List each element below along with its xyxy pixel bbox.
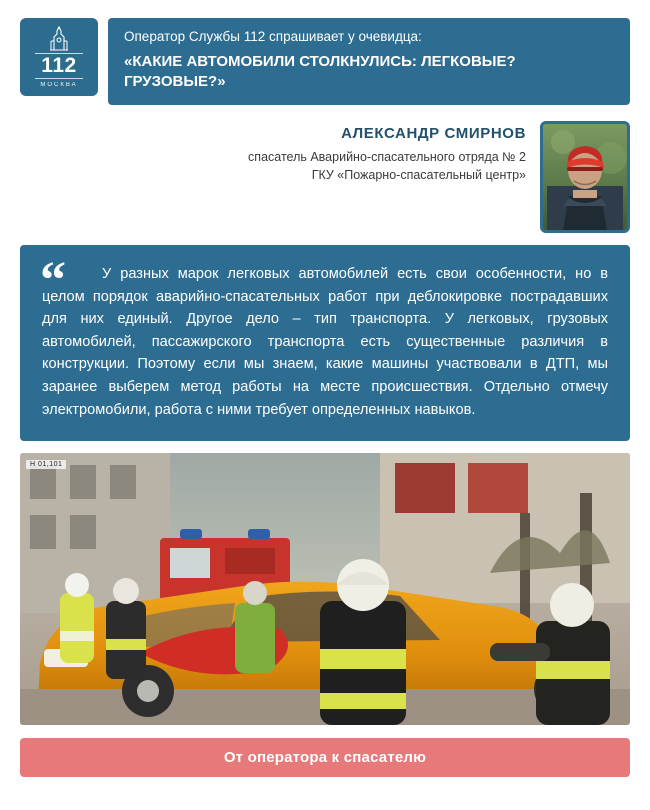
footer-banner: От оператора к спасателю bbox=[20, 738, 630, 777]
quote-block bbox=[20, 245, 630, 441]
quote-text: У разных марок легковых автомобилей есть свои особенности, но в целом порядок аварийно-спасательных работ при деблокировке пострадавших для них единый. Другое дело – тип транспорта. У легковых, грузовых автомобилей, пассажирского транспорта есть существенные различия в конструкции. Поэтому если мы знаем, какие машины участвовали в ДТП, мы заранее выберем метод работы на месте происшествия. Отдельно отмечу электромобили, работа с ними требует определенных навыков. bbox=[42, 266, 608, 418]
question-panel bbox=[108, 18, 630, 105]
question-title: «КАКИЕ АВТОМОБИЛИ СТОЛКНУЛИСЬ: ЛЕГКОВЫЕ? ГРУЗОВЫЕ?» bbox=[124, 52, 516, 90]
header bbox=[20, 18, 630, 105]
question-intro: Оператор Службы 112 спрашивает у очевидца: bbox=[124, 29, 422, 44]
person-block bbox=[20, 121, 630, 233]
scene-photo bbox=[20, 453, 630, 725]
person-role-line-2: ГКУ «Пожарно-спасательный центр» bbox=[311, 168, 526, 183]
person-role-line-1: спасатель Аварийно-спасательного отряда № 2 bbox=[248, 150, 526, 165]
photo-plate-tag: Н 01,101 bbox=[26, 460, 66, 469]
portrait-photo bbox=[540, 121, 630, 233]
kremlin-tower-icon bbox=[20, 26, 98, 52]
person-info bbox=[20, 121, 528, 184]
quote-mark-icon: “ bbox=[40, 252, 66, 310]
service-112-logo bbox=[20, 18, 98, 96]
person-name: АЛЕКСАНДР СМИРНОВ bbox=[341, 125, 526, 143]
logo-number: 112 bbox=[35, 53, 82, 79]
logo-city: МОСКВА bbox=[40, 82, 78, 88]
